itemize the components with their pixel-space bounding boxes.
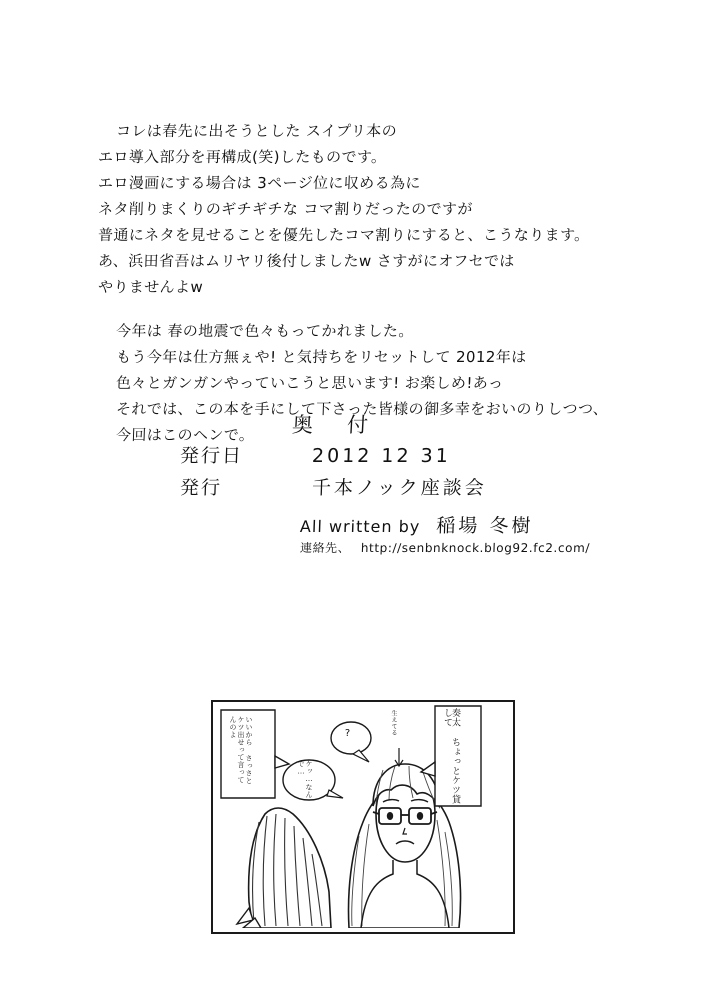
contact-line (300, 538, 631, 558)
colophon-row (179, 472, 600, 504)
sfx-annotation-text: 生えてる (390, 710, 397, 736)
afterword-line: もう今年は仕方無ぇや! と気持ちをリセットして 2012年は (115, 348, 527, 366)
paragraph-spacer (98, 300, 618, 318)
speech-bubble-text: いいから さっさと ケツ出せって言ってんのよ (229, 716, 253, 785)
afterword-line: 普通にネタを見せることを優先したコマ割りにすると、こうなります。 (97, 226, 590, 244)
publication-date-value: 2012 12 31 (311, 445, 452, 467)
speech-bubble-text: ケッ…なんで… (297, 760, 313, 799)
afterword-line: 今回はこのヘンで。 (115, 426, 255, 444)
speech-bubble-text: 奏太 ちょっとケツ貸して (442, 708, 460, 804)
colophon-row (179, 440, 600, 472)
afterword-line: エロ導入部分を再構成(笑)したものです。 (97, 148, 387, 166)
written-by-label: All written by (299, 517, 421, 536)
speech-bubble-text: ? (342, 728, 353, 740)
contact-url[interactable]: http://senbnknock.blog92.fc2.com/ (360, 541, 591, 555)
afterword-line: コレは春先に出そうとした スイプリ本の (115, 122, 398, 140)
publisher-label: 発行 (179, 477, 223, 499)
afterword-text-block (98, 118, 618, 448)
author-name: 稲場 冬樹 (436, 515, 534, 537)
contact-label: 連絡先、 (299, 541, 351, 555)
credit-block (300, 515, 630, 558)
comic-artwork (213, 702, 509, 928)
afterword-line: 今年は 春の地震で色々もってかれました。 (115, 322, 415, 340)
colophon-title: 奥付 (291, 413, 403, 437)
afterword-line: エロ漫画にする場合は 3ページ位に収める為に (97, 174, 422, 192)
afterword-line: あ、浜田省吾はムリヤリ後付しましたw さすがにオフセでは (97, 252, 516, 270)
colophon-block (180, 410, 600, 504)
comic-panel (211, 700, 515, 934)
afterword-line: 色々とガンガンやっていこうと思います! お楽しめ!あっ (115, 374, 504, 392)
afterword-line: ネタ削りまくりのギチギチな コマ割りだったのですが (97, 200, 474, 218)
publication-date-label: 発行日 (179, 445, 244, 467)
afterword-line: やりませんよw (97, 278, 204, 296)
afterword-line: それでは、この本を手にして下さった皆様の御多幸をおいのりしつつ、 (115, 400, 609, 418)
publisher-value: 千本ノック座談会 (311, 477, 488, 499)
written-by-line (300, 515, 631, 538)
